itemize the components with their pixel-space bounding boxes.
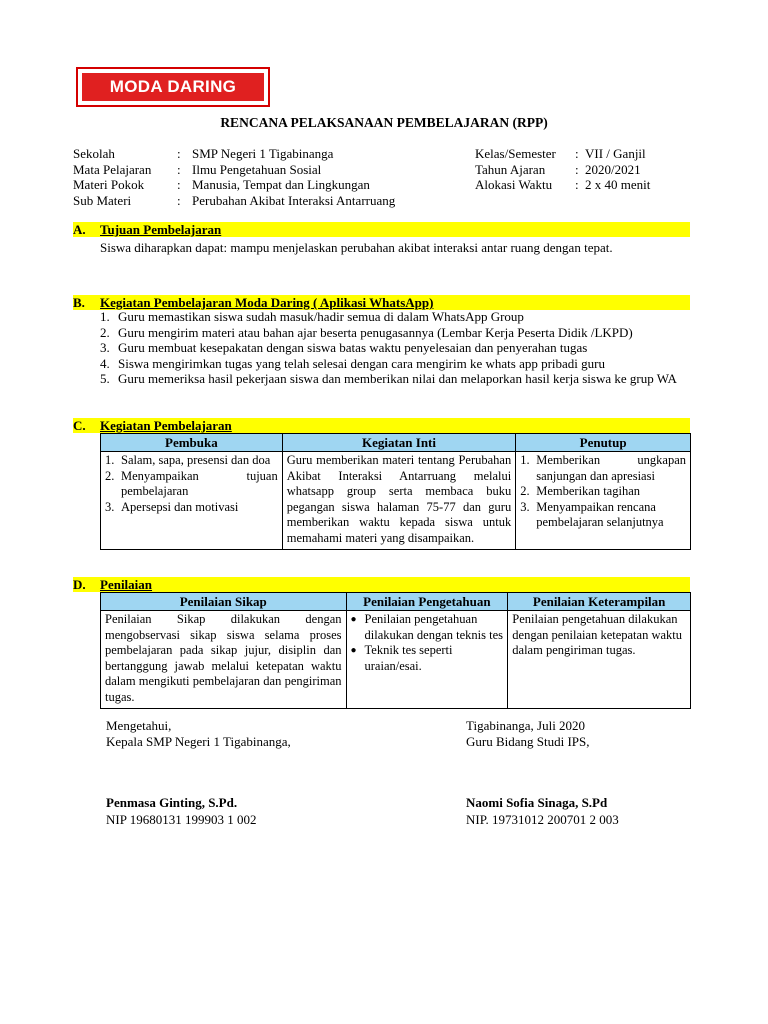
- section-d-heading: [73, 577, 690, 592]
- list-number: 5.: [100, 371, 110, 386]
- table-header-row: [101, 434, 691, 452]
- signature-right-heading: [466, 718, 590, 750]
- list-number: 3.: [105, 499, 115, 514]
- list-item: [100, 356, 695, 372]
- info-value: VII / Ganjil: [585, 146, 646, 161]
- list-item: [105, 453, 278, 469]
- section-c-heading: [73, 418, 690, 433]
- bullet-text: Teknik tes seperti uraian/esai.: [364, 643, 453, 673]
- section-letter: C.: [73, 418, 86, 433]
- column-header: Penutup: [516, 434, 691, 452]
- info-colon: :: [177, 192, 181, 208]
- info-value: 2 x 40 menit: [585, 177, 651, 192]
- section-title: Penilaian: [100, 577, 153, 592]
- info-row: [73, 193, 395, 209]
- info-key: Alokasi Waktu: [475, 177, 553, 192]
- signature-right-name: [466, 795, 619, 828]
- info-row: [73, 146, 395, 162]
- signature-line: Mengetahui,: [106, 718, 172, 733]
- info-colon: :: [177, 161, 181, 177]
- bullet-text: Penilaian pengetahuan dilakukan dengan teknis tes: [364, 612, 504, 642]
- list-number: 3.: [520, 499, 530, 514]
- list-number: 2.: [105, 468, 115, 483]
- list-number: 2.: [520, 484, 530, 498]
- list-item: [105, 500, 278, 516]
- keterampilan-cell: Penilaian pengetahuan dilakukan dengan penilaian ketepatan waktu dalam pengiriman tugas.: [508, 611, 691, 709]
- list-number: 3.: [100, 340, 110, 355]
- mode-badge-frame: [76, 67, 270, 107]
- activities-table: [100, 433, 691, 550]
- section-letter: D.: [73, 577, 86, 592]
- pembuka-cell: [101, 452, 283, 550]
- info-colon: :: [177, 146, 181, 161]
- list-text: Memberikan tagihan: [536, 484, 641, 498]
- section-a-heading: [73, 222, 690, 237]
- activity-list: [100, 309, 695, 387]
- list-number: 4.: [100, 355, 110, 371]
- info-left: [73, 146, 395, 208]
- info-row: [475, 177, 650, 193]
- bullet-item: [351, 643, 504, 674]
- section-a-text: Siswa diharapkan dapat: mampu menjelaskan perubahan akibat interaksi antar ruang dengan tepat.: [100, 240, 613, 255]
- info-value: SMP Negeri 1 Tigabinanga: [192, 146, 334, 161]
- table-header-row: [101, 593, 691, 611]
- signer-nip: NIP. 19731012 200701 2 003: [466, 812, 619, 827]
- signature-line: Kepala SMP Negeri 1 Tigabinanga,: [106, 734, 291, 749]
- column-header: Penilaian Keterampilan: [508, 593, 691, 611]
- info-key: Sub Materi: [73, 192, 132, 208]
- bullet-item: [351, 612, 504, 643]
- info-key: Kelas/Semester: [475, 146, 556, 161]
- signature-line: Guru Bidang Studi IPS,: [466, 734, 590, 749]
- list-item: [100, 340, 695, 356]
- list-text: Guru memeriksa hasil pekerjaan siswa dan memberikan nilai dan melaporkan hasil kerja siswa ke grup WA: [118, 371, 677, 386]
- signature-left-name: [106, 795, 256, 828]
- info-row: [73, 162, 395, 178]
- section-b-heading: [73, 295, 690, 310]
- list-text: Guru mengirim materi atau bahan ajar beserta penugasannya (Lembar Kerja Peserta Didik /LKPD): [118, 324, 633, 340]
- column-header: Kegiatan Inti: [282, 434, 515, 452]
- list-text: Menyampaikan rencana pembelajaran selanjutnya: [536, 499, 664, 529]
- column-header: Pembuka: [101, 434, 283, 452]
- list-text: Guru memastikan siswa sudah masuk/hadir semua di dalam WhatsApp Group: [118, 309, 524, 324]
- info-row: [475, 146, 650, 162]
- info-row: [73, 177, 395, 193]
- list-item: [520, 484, 686, 500]
- info-colon: :: [177, 177, 181, 192]
- section-title: Kegiatan Pembelajaran: [100, 418, 232, 433]
- list-text: Menyampaikan tujuan pembelajaran: [121, 468, 278, 498]
- list-item: [100, 325, 695, 341]
- info-right: [475, 146, 650, 193]
- column-header: Penilaian Sikap: [101, 593, 347, 611]
- list-item: [100, 309, 695, 325]
- list-number: 2.: [100, 324, 110, 340]
- info-colon: :: [575, 146, 579, 161]
- info-colon: :: [575, 161, 579, 177]
- mode-badge: MODA DARING: [82, 73, 264, 101]
- info-key: Tahun Ajaran: [475, 161, 546, 177]
- info-value: Perubahan Akibat Interaksi Antarruang: [192, 192, 396, 208]
- sikap-cell: Penilaian Sikap dilakukan dengan mengobservasi sikap siswa selama proses pembelajaran pada sikap jujur, disiplin dan bertanggung jawab melalui ketepatan waktu dalam mengikuti pembelajaran dan pengiriman tugas.: [101, 611, 347, 709]
- info-value: Ilmu Pengetahuan Sosial: [192, 161, 322, 177]
- table-row: [101, 611, 691, 709]
- list-number: 1.: [105, 453, 115, 467]
- document-title: RENCANA PELAKSANAAN PEMBELAJARAN (RPP): [220, 115, 548, 130]
- list-text: Siswa mengirimkan tugas yang telah selesai dengan cara mengirim ke whats app pribadi guru: [118, 355, 605, 371]
- signer-nip: NIP 19680131 199903 1 002: [106, 812, 257, 827]
- signature-line: Tigabinanga, Juli 2020: [466, 718, 586, 733]
- column-header: Penilaian Pengetahuan: [346, 593, 508, 611]
- kegiatan-inti-cell: Guru memberikan materi tentang Perubahan Akibat Interaksi Antarruang melalui whatsapp group serta membaca buku pegangan siswa halaman 75-77 dan guru memberikan waktu kepada siswa untuk memahami materi yang disampaikan.: [282, 452, 515, 550]
- info-value: 2020/2021: [585, 161, 641, 177]
- info-row: [475, 162, 650, 178]
- info-key: Sekolah: [73, 146, 115, 161]
- pengetahuan-cell: [346, 611, 508, 709]
- list-text: Apersepsi dan motivasi: [121, 499, 239, 514]
- list-text: Salam, sapa, presensi dan doa: [121, 453, 271, 467]
- section-letter: A.: [73, 222, 86, 237]
- section-title: Kegiatan Pembelajaran Moda Daring ( Aplikasi WhatsApp): [100, 295, 434, 310]
- signer-name: Naomi Sofia Sinaga, S.Pd: [466, 795, 608, 810]
- info-key: Mata Pelajaran: [73, 161, 152, 177]
- assessment-table: [100, 592, 691, 709]
- table-row: [101, 452, 691, 550]
- list-number: 1.: [100, 309, 110, 324]
- info-key: Materi Pokok: [73, 177, 145, 192]
- signature-left-heading: [106, 718, 291, 750]
- signer-name: Penmasa Ginting, S.Pd.: [106, 795, 238, 810]
- list-text: Memberikan ungkapan sanjungan dan apresiasi: [536, 453, 686, 483]
- list-item: [100, 371, 695, 387]
- list-number: 1.: [520, 453, 530, 467]
- bullet-icon: ●: [350, 614, 357, 625]
- info-value: Manusia, Tempat dan Lingkungan: [192, 177, 370, 192]
- penutup-cell: [516, 452, 691, 550]
- list-item: [520, 500, 686, 531]
- list-item: [105, 469, 278, 500]
- info-colon: :: [575, 177, 579, 192]
- section-letter: B.: [73, 295, 85, 310]
- bullet-icon: ●: [350, 645, 357, 656]
- list-text: Guru membuat kesepakatan dengan siswa batas waktu penyelesaian dan penyerahan tugas: [118, 340, 588, 355]
- section-title: Tujuan Pembelajaran: [100, 222, 222, 237]
- list-item: [520, 453, 686, 484]
